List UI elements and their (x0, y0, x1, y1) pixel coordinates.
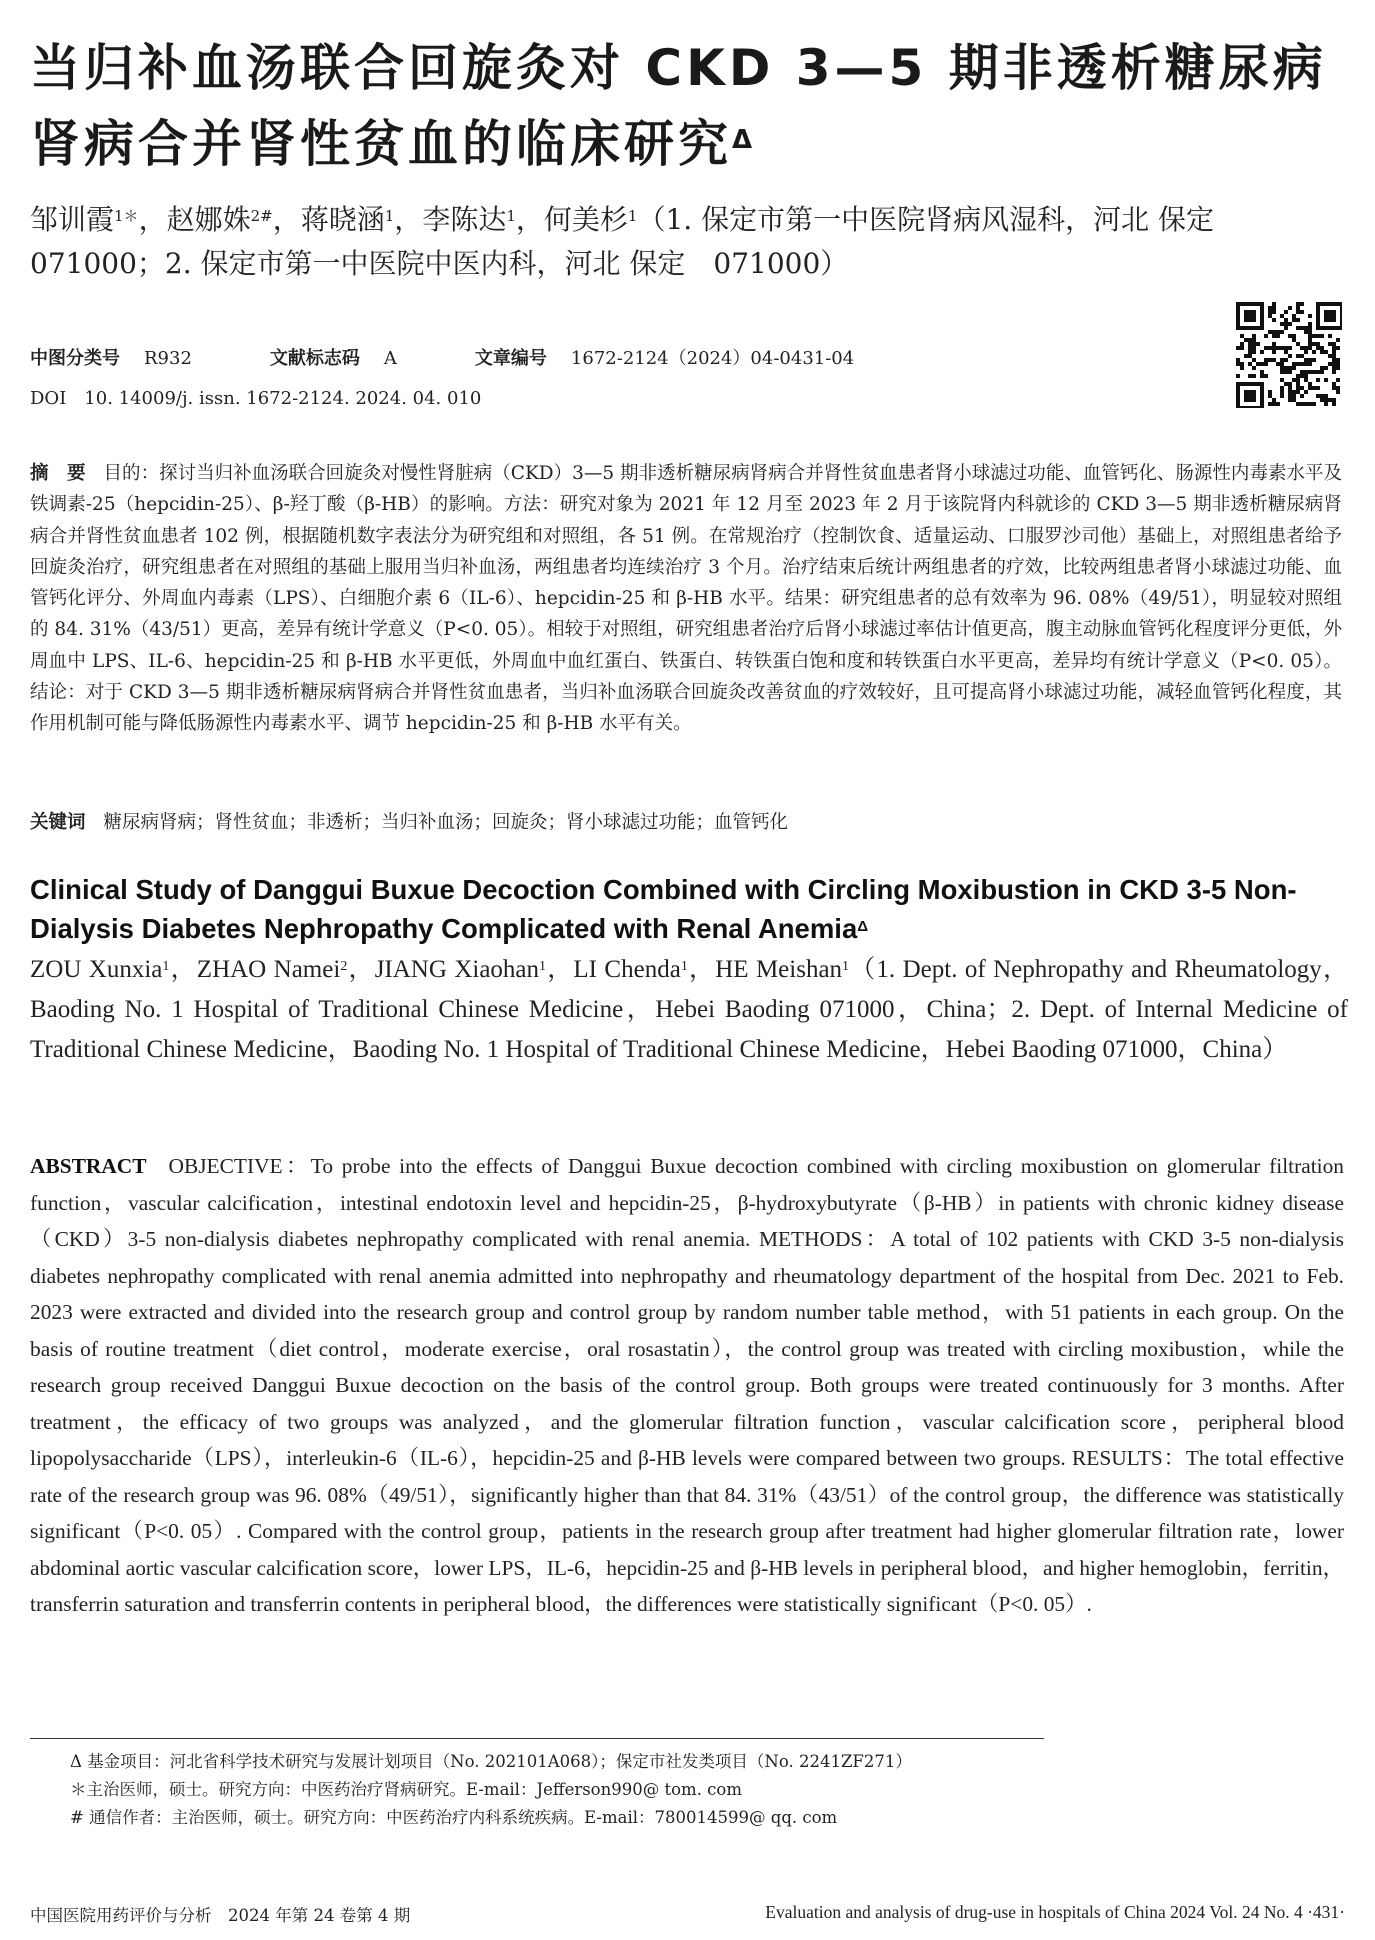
keywords-cn (30, 808, 1342, 834)
clc-value: R932 (144, 348, 192, 369)
author-separator-en: ， (169, 956, 197, 983)
article-no-value: 1672-2124（2024）04-0431-04 (570, 348, 855, 369)
author-affil-sup-en: 1 (162, 959, 170, 974)
title-cn-text: 当归补血汤联合回旋灸对 CKD 3—5 期非透析糖尿病肾病合并肾性贫血的临床研究 (30, 39, 1327, 173)
author-affil-sup: 1 (506, 207, 516, 225)
abstract-cn (30, 458, 1342, 740)
author-cn: 蒋晓涵 (300, 203, 385, 236)
doc-code-value: A (383, 348, 397, 369)
author-separator-en: ， (687, 956, 716, 983)
qr-code-icon[interactable] (1234, 300, 1342, 408)
footnotes (70, 1748, 1330, 1832)
abstract-cn-text: 目的：探讨当归补血汤联合回旋灸对慢性肾脏病（CKD）3—5 期非透析糖尿病肾病合并肾性贫血患者肾小球滤过功能、血管钙化、肠源性内毒素水平及铁调素-25（hepcidin-25）、β-羟丁酸（β-HB）的影响。方法：研究对象为 2021 年 12 月至 2023 年 2 月于该院肾内科就诊的 CKD 3—5 期非透析糖尿病肾病合并肾性贫血患者 102 例，根据随机数字表法分为研究组和对照组，各 51 例。在常规治疗（控制饮食、适量运动、口服罗沙司他）基础上，对照组患者给予回旋灸治疗，研究组患者在对照组的基础上服用当归补血汤，两组患者均连续治疗 3 个月。治疗结束后统计两组患者的疗效，比较两组患者肾小球滤过功能、血管钙化评分、外周血内毒素（LPS）、白细胞介素 6（IL-6）、hepcidin-25 和 β-HB 水平。结果：研究组患者的总有效率为 96. 08%（49/51），明显较对照组的 84. 31%（43/51）更高，差异有统计学意义（P<0. 05）。相较于对照组，研究组患者治疗后肾小球滤过率估计值更高，腹主动脉血管钙化程度评分更低，外周血中 LPS、IL-6、hepcidin-25 和 β-HB 水平更低，外周血中血红蛋白、铁蛋白、转铁蛋白饱和度和转铁蛋白水平更高，差异均有统计学意义（P<0. 05）。结论：对于 CKD 3—5 期非透析糖尿病肾病合并肾性贫血患者，当归补血汤联合回旋灸改善贫血的疗效较好，且可提高肾小球滤过功能，减轻血管钙化程度，其作用机制可能与降低肠源性内毒素水平、调节 hepcidin-25 和 β-HB 水平有关。 (30, 463, 1342, 735)
article-title-cn (30, 30, 1350, 182)
author-separator: ， (515, 203, 544, 236)
author-separator: ， (138, 203, 167, 236)
author-separator-en: ， (546, 956, 574, 983)
article-no-label: 文章编号 (474, 348, 547, 369)
author-affiliation-cn: （1. 保定市第一中医院肾病风湿科，河北 保定 071000；2. 保定市第一中医院中医内科，河北 保定 071000） (30, 203, 1242, 280)
author-en: ZOU Xunxia (30, 956, 163, 983)
abstract-en-text: OBJECTIVE：To probe into the effects of Danggui Buxue decoction combined with circling moxibustion on glomerular filtration function，vascular calcification，intestinal endotoxin level and hepcidin-25，β-hydroxybutyrate（β-HB）in patients with chronic kidney disease（CKD）3-5 non-dialysis diabetes nephropathy complicated with renal anemia. METHODS：A total of 102 patients with CKD 3-5 non-dialysis diabetes nephropathy complicated with renal anemia admitted into nephropathy and rheumatology department of the hospital from Dec. 2021 to Feb. 2023 were extracted and divided into the research group and control group by random number table method，with 51 patients in each group. On the basis of routine treatment（diet control，moderate exercise，oral rosastatin），the control group was treated with circling moxibustion，while the research group received Danggui Buxue decoction on the basis of the control group. Both groups were treated continuously for 3 months. After treatment，the efficacy of two groups was analyzed，and the glomerular filtration function，vascular calcification score，peripheral blood lipopolysaccharide（LPS），interleukin-6（IL-6），hepcidin-25 and β-HB levels were compared between two groups. RESULTS：The total effective rate of the research group was 96. 08%（49/51），significantly higher than that 84. 31%（43/51）of the control group，the difference was statistically significant（P<0. 05）. Compared with the control group，patients in the research group after treatment had higher glomerular filtration rate，lower abdominal aortic vascular calcification score，lower LPS，IL-6，hepcidin-25 and β-HB levels in peripheral blood，and higher hemoglobin，ferritin，transferrin saturation and transferrin contents in peripheral blood，the differences were statistically significant（P<0. 05）. (30, 1154, 1344, 1616)
abstract-cn-label: 摘 要 (30, 463, 86, 484)
footnote-funding: Δ 基金项目：河北省科学技术研究与发展计划项目（No. 202101A068）；保定市社发类项目（No. 2241ZF271） (70, 1752, 912, 1771)
author-affil-sup-en: 1 (842, 959, 850, 974)
author-cn: 赵娜姝 (166, 203, 251, 236)
author-cn: 邹训霞 (30, 203, 115, 236)
author-list-cn (30, 198, 1350, 286)
author-separator-en: ， (347, 956, 375, 983)
title-en-text: Clinical Study of Danggui Buxue Decoction Combined with Circling Moxibustion in CKD 3-5 Non-Dialysis Diabetes Nephropathy Complicated with Renal Anemia (30, 874, 1297, 944)
doc-code-label: 文献标志码 (269, 348, 360, 369)
author-list-en (30, 950, 1348, 1070)
funding-mark-en: Δ (857, 918, 869, 935)
author-en: HE Meishan (715, 956, 843, 983)
article-title-en (30, 870, 1350, 948)
keywords-cn-text: 糖尿病肾病；肾性贫血；非透析；当归补血汤；回旋灸；肾小球滤过功能；血管钙化 (103, 812, 789, 833)
abstract-en (30, 1148, 1344, 1623)
author-affil-sup: 1＊ (114, 207, 139, 225)
footnote-divider (30, 1738, 1044, 1739)
author-cn: 何美杉 (543, 203, 628, 236)
author-cn: 李陈达 (422, 203, 507, 236)
footnote-first-author: ＊主治医师，硕士。研究方向：中医药治疗肾病研究。E-mail：Jefferson990@ tom. com (70, 1780, 743, 1799)
footnote-corresponding-author: # 通信作者：主治医师，硕士。研究方向：中医药治疗内科系统疾病。E-mail：780014599@ qq. com (70, 1808, 838, 1827)
author-separator: ， (272, 203, 301, 236)
author-affil-sup-en: 1 (680, 959, 688, 974)
author-affil-sup: 1 (384, 207, 395, 225)
author-affil-sup-en: 1 (539, 959, 547, 974)
author-en: ZHAO Namei (196, 956, 341, 983)
author-en: JIANG Xiaohan (374, 956, 540, 983)
author-separator: ， (394, 203, 423, 236)
abstract-en-label: ABSTRACT (30, 1154, 147, 1178)
author-affil-sup: 2# (250, 207, 273, 225)
author-affil-sup: 1 (627, 207, 638, 225)
author-en: LI Chenda (573, 956, 681, 983)
running-footer-en: Evaluation and analysis of drug-use in hospitals of China 2024 Vol. 24 No. 4 ·431· (765, 1902, 1345, 1922)
doi-line[interactable]: DOI 10. 14009/j. issn. 1672-2124. 2024. 04. 010 (30, 388, 482, 409)
classification-line (30, 344, 854, 370)
clc-label: 中图分类号 (30, 348, 120, 369)
keywords-cn-label: 关键词 (30, 812, 86, 833)
running-footer-cn: 中国医院用药评价与分析 2024 年第 24 卷第 4 期 (30, 1906, 411, 1925)
author-affil-sup-en: 2 (340, 959, 348, 974)
funding-mark: Δ (732, 125, 757, 155)
author-affiliation-en: （1. Dept. of Nephropathy and Rheumatology，Baoding No. 1 Hospital of Traditional Chinese Medicine，Hebei Baoding 071000，China；2. Dept. of Internal Medicine of Traditional Chinese Medicine，Baoding No. 1 Hospital of Traditional Chinese Medicine，Hebei Baoding 071000，China） (30, 956, 1348, 1063)
